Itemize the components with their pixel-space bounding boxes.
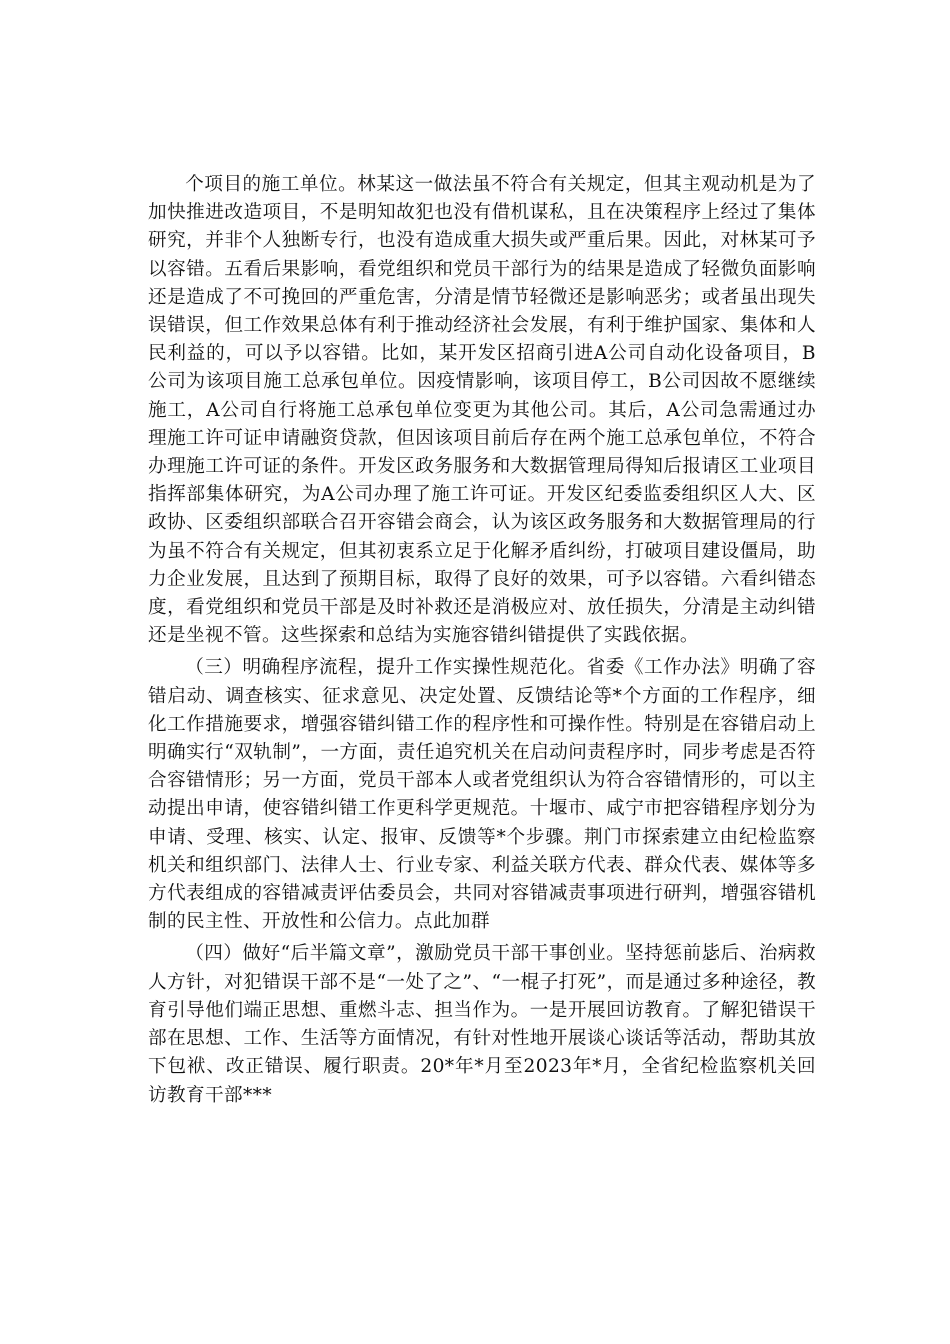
- paragraph-procedure-section: （三）明确程序流程，提升工作实操性规范化。省委《工作办法》明确了容错启动、调查核实、征求意见、决定处置、反馈结论等*个方面的工作程序，细化工作措施要求，增强容错纠错工作的程序性和可操作性。特别是在容错启动上明确实行“双轨制”，一方面，责任追究机关在启动问责程序时，同步考虑是否符合容错情形；另一方面，党员干部本人或者党组织认为符合容错情形的，可以主动提出申请，使容错纠错工作更科学更规范。十堰市、咸宁市把容错程序划分为申请、受理、核实、认定、报审、反馈等*个步骤。荆门市探索建立由纪检监察机关和组织部门、法律人士、行业专家、利益关联方代表、群众代表、媒体等多方代表组成的容错减责评估委员会，共同对容错减责事项进行研判，增强容错机制的民主性、开放性和公信力。点此加群: [148, 657, 816, 933]
- document-body: [148, 171, 816, 1110]
- paragraph-case-analysis: 个项目的施工单位。林某这一做法虽不符合有关规定，但其主观动机是为了加快推进改造项目，不是明知故犯也没有借机谋私，且在决策程序上经过了集体研究，并非个人独断专行，也没有造成重大损失或严重后果。因此，对林某可予以容错。五看后果影响，看党组织和党员干部行为的结果是造成了轻微负面影响还是造成了不可挽回的严重危害，分清是情节轻微还是影响恶劣；或者虽出现失误错误，但工作效果总体有利于推动经济社会发展，有利于维护国家、集体和人民利益的，可以予以容错。比如，某开发区招商引进A公司自动化设备项目，B公司为该项目施工总承包单位。因疫情影响，该项目停工，B公司因故不愿继续施工，A公司自行将施工总承包单位变更为其他公司。其后，A公司急需通过办理施工许可证申请融资贷款，但因该项目前后存在两个施工总承包单位，不符合办理施工许可证的条件。开发区政务服务和大数据管理局得知后报请区工业项目指挥部集体研究，为A公司办理了施工许可证。开发区纪委监委组织区人大、区政协、区委组织部联合召开容错会商会，认为该区政务服务和大数据管理局的行为虽不符合有关规定，但其初衷系立足于化解矛盾纠纷，打破项目建设僵局，助力企业发展，且达到了预期目标，取得了良好的效果，可予以容错。六看纠错态度，看党组织和党员干部是及时补救还是消极应对、放任损失，分清是主动纠错还是坐视不管。这些探索和总结为实施容错纠错提供了实践依据。: [148, 174, 816, 647]
- paragraph-follow-up-section: （四）做好“后半篇文章”，激励党员干部干事创业。坚持惩前毖后、治病救人方针，对犯错误干部不是“一处了之”、“一棍子打死”，而是通过多种途径，教育引导他们端正思想、重燃斗志、担当作为。一是开展回访教育。了解犯错误干部在思想、工作、生活等方面情况，有针对性地开展谈心谈话等活动，帮助其放下包袱、改正错误、履行职责。20*年*月至2023年*月，全省纪检监察机关回访教育干部***: [148, 943, 816, 1106]
